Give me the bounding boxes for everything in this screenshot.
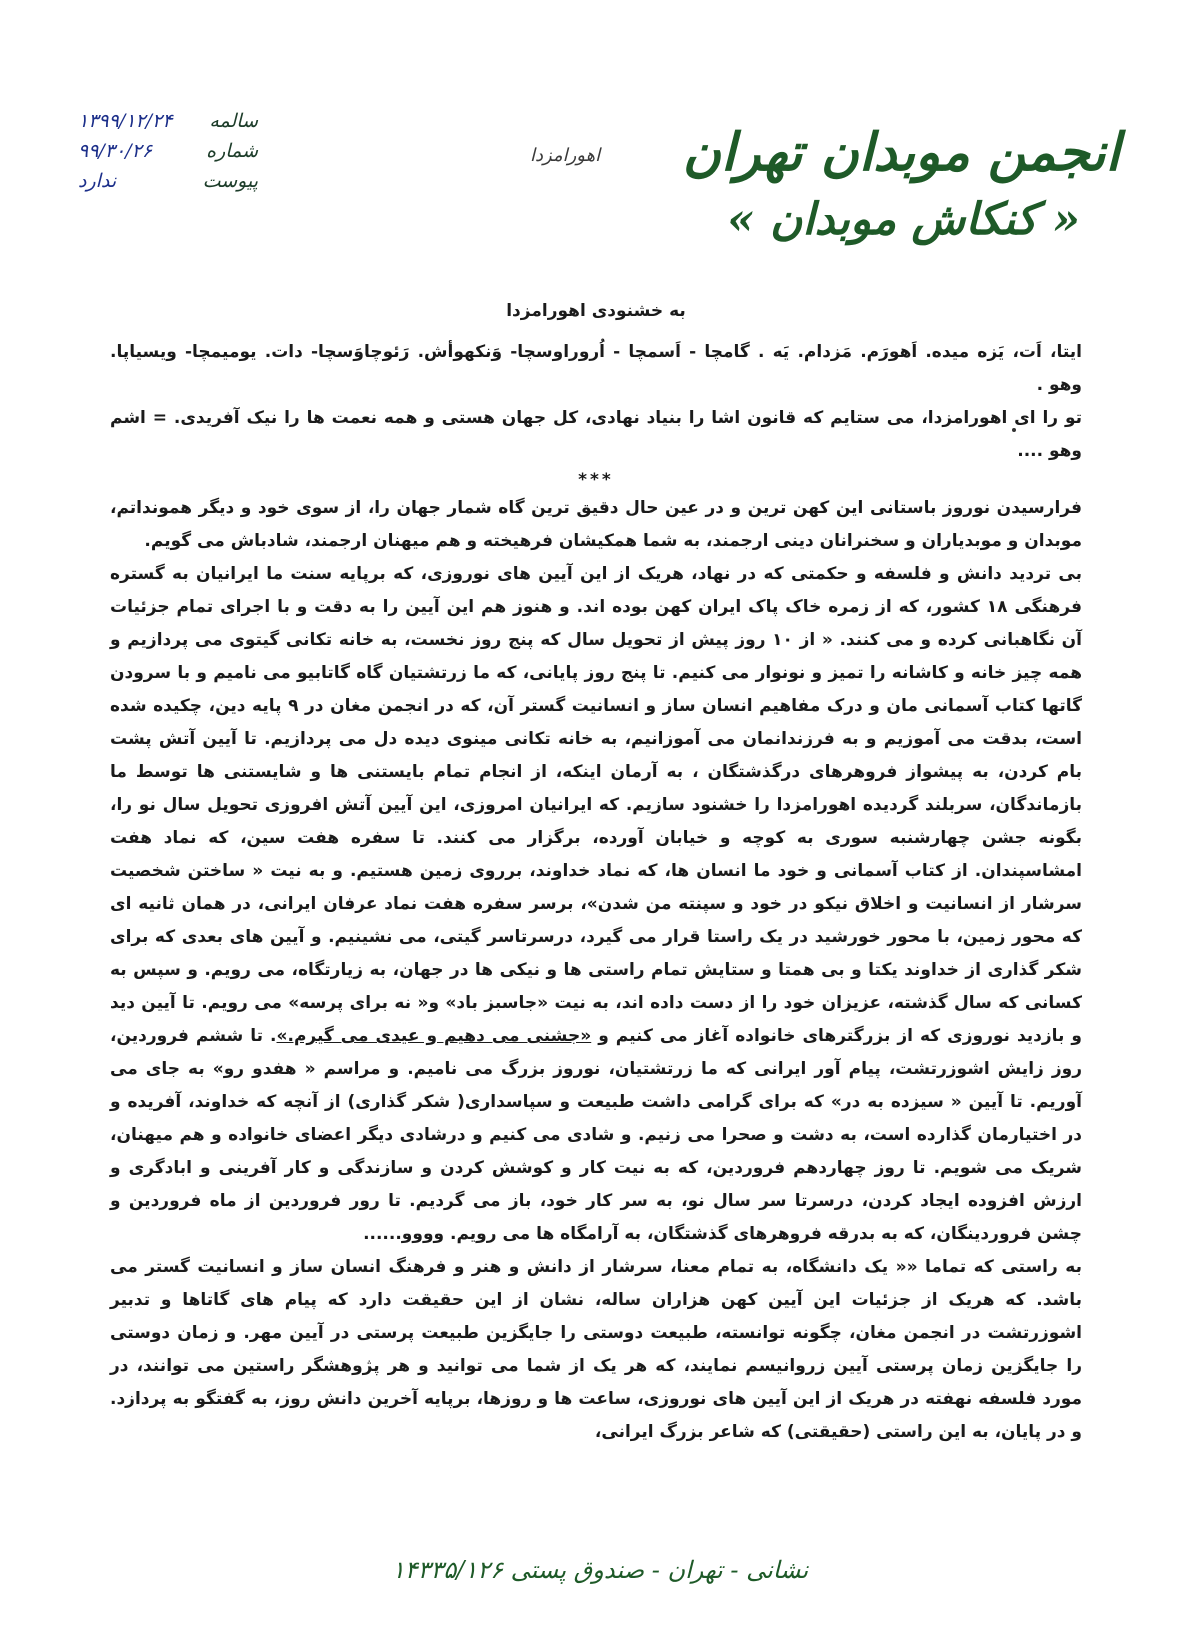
meta-attachment-value: ندارد — [78, 170, 117, 192]
avesta-verse: ایتا، اَت، یَزه میده. اَهورَم. مَزدام. یَه . گامچا - اَسمچا - اُروراوسچا- وَنکهوأش. رَئوچاوَسچا- دات. یومیمچا- ویسیاپا. وهو . — [110, 342, 1082, 395]
meta-number-value: ۹۹/۳۰/۲۶ — [78, 140, 153, 162]
greeting-line: به خشنودی اهورامزدا — [506, 301, 686, 321]
meta-number-label: شماره — [206, 140, 258, 162]
organization-name: انجمن موبدان تهران — [682, 122, 1120, 183]
paragraph-rituals-part1: بی تردید دانش و فلسفه و حکمتی که در نهاد، هریک از این آیین های نوروزی، که برپایه سنت ما ایرانیان به گستره فرهنگی ۱۸ کشور، که از زمره خاک پاک ایران کهن بوده اند. و هنوز هم این آیین را به دقت و با اجرای تمام جزئیات آن نگاهبانی کرده و می کنند. « از ۱۰ روز پیش از تحویل سال که پنج روز نخست، به خانه تکانی گیتوی می پردازیم و همه چیز خانه و کاشانه را تمیز و نونوار می کنیم. تا پنج روز پایانی، که ما زرتشتیان گاه گاتابیو می نامیم و با سرودن گاتها کتاب آسمانی مان و درک مفاهیم انسان ساز و انسانیت گستر آن، که در انجمن مغان در ۹ پایه دین، چکیده شده است، بدقت می آموزیم و به فرزندانمان می آموزانیم، به خانه تکانی مینوی دیده دل می پردازیم. تا آیین آتش پشت بام کردن، به پیشواز فروهرهای درگذشتگان ، به آرمان اینکه، از انجام تمام بایستنی ها و شایستنی ها توسط ما بازماندگان، سربلند گردیده اهورامزدا را خشنود سازیم. که ایرانیان امروزی، این آیین آتش افروزی تحویل سال نو را، بگونه جشن چهارشنبه سوری به کوچه و خیابان آورده، برگزار می کنند. تا سفره هفت سین، که نماد هفت امشاسپندان. از کتاب آسمانی و خود ما انسان ها، که نماد خداوند، برروی زمین هستیم. و به نیت « ساختن شخصیت سرشار از انسانیت و اخلاق نیکو در خود و سپنته من شدن»، برسر سفره هفت نماد عرفان ایرانی، در همان ثانیه ای که محور زمین، با محور خورشید در یک راستا قرار می گیرد، درسرتاسر گیتی، می نشینیم. و آیین های بعدی که برای شکر گذاری از خداوند یکتا و بی همتا و ستایش تمام راستی ها و نیکی ها در جهان، به زیارتگاه، می رویم. و سپس به کسانی که سال گذشته، عزیزان خود را از دست داده اند، به نیت «جاسبز باد» و« نه برای پرسه» می رویم. تا آیین دید و بازدید نوروزی که از بزرگترهای خانواده آغاز می کنیم و — [110, 564, 1082, 1046]
paragraph-rituals-part2: . تا ششم فروردین، روز زایش اشوزرتشت، پیام آور ایرانی که ما زرتشتیان، نوروز بزرگ می نامیم. و مراسم « هفدو رو» به جای می آوریم. تا آیین « سیزده به در» که برای گرامی داشت طبیعت و سپاسداری( شکر گذاری) از آنچه که خداوند، آفریده و در اختیارمان گذارده است، به دشت و صحرا می زنیم. و شادی می کنیم و درشادی دیگر اعضای خانواده و هم میهنان، شریک می شویم. تا روز چهاردهم فروردین، که به نیت کار و کوشش کردن و سازندگی و کار آفرینی و ابادگری و ارزش افزوده ایجاد کردن، درسرتا سر سال نو، به سر کار خود، باز می گردیم. تا رور فروردین از ماه فروردین و چشن فروردینگان، که به بدرقه فروهرهای گذشتگان، به آرامگاه ها می رویم. وووو...... — [110, 1026, 1082, 1244]
meta-number-row — [78, 140, 258, 170]
underlined-phrase: «جشنی می دهیم و عیدی می گیرم.» — [276, 1026, 592, 1046]
meta-date-label: سالمه — [209, 110, 258, 132]
letter-body — [110, 296, 1082, 1449]
invocation-heading: اهورامزدا — [530, 145, 601, 166]
meta-attachment-row — [78, 170, 258, 200]
paragraph-rituals — [110, 558, 1082, 1251]
verse-translation: تو را ای اهورامزدا، می ستایم که قانون اشا را بنیاد نهادی، کل جهان هستی و همه نعمت ها را نیک آفریدی. = اشم وهو .... — [110, 408, 1082, 461]
organization-subtitle: « کنکاش موبدان » — [727, 194, 1080, 245]
meta-attachment-label: پیوست — [202, 170, 258, 192]
letter-meta — [78, 110, 258, 200]
paragraph-university: به راستی که تماما «« یک دانشگاه، به تمام معنا، سرشار از دانش و هنر و فرهنگ انسان ساز و انسانیت گستر می باشد. که هریک از جزئیات این آیین کهن هزاران ساله، نشان از این حقیقت دارد که پیام های گاتاها و تدبیر اشوزرتشت در انجمن مغان، چگونه توانسته، طبیعت دوستی را جایگزین طبیعت پرستی در آیین مهر. و زمان دوستی را جایگزین زمان پرستی آیین زروانیسم نمایند، که هر یک از شما می توانید و هر پژوهشگر راستین می توانند، در مورد فلسفه نهفته در هریک از این آیین های نوروزی، ساعت ها و روزها، برپایه آخرین دانش روز، به گفتگو به پردازد. و در پایان، به این راستی (حقیقتی) که شاعر بزرگ ایرانی، — [110, 1257, 1082, 1442]
meta-date-row — [78, 110, 258, 140]
footer-address: نشانی - تهران - صندوق پستی ۱۴۳۳۵/۱۲۶ — [391, 1556, 809, 1584]
section-separator: *** — [578, 470, 614, 490]
organization-letterhead — [683, 118, 1120, 252]
paragraph-greeting: فرارسیدن نوروز باستانی این کهن ترین و در عین حال دقیق ترین گاه شمار جهان را، از سوی خود و دیگر همونداتم، موبدان و موبدیاران و سخنرانان دینی ارجمند، به شما همکیشان فرهیخته و هم میهنان ارجمند، شادباش می گویم. — [110, 498, 1082, 551]
meta-date-value: ۱۳۹۹/۱۲/۲۴ — [78, 110, 173, 132]
